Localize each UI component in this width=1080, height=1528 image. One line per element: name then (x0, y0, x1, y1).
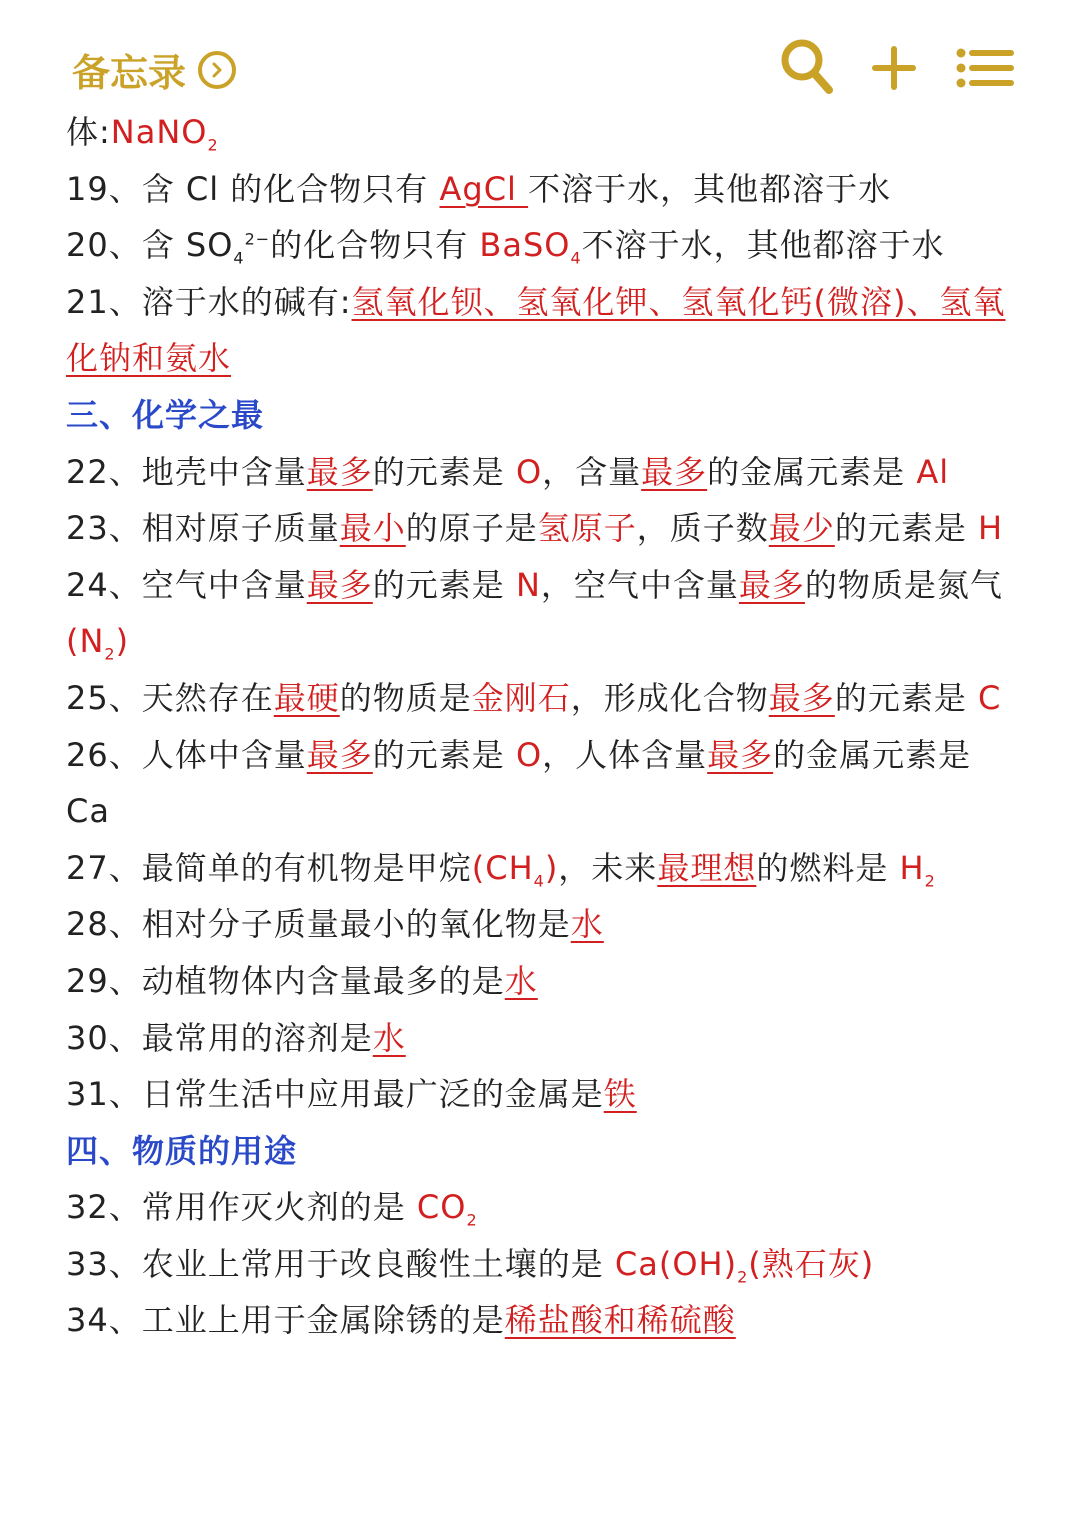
note-line-34 (66, 1292, 1016, 1349)
highlight (110, 113, 219, 155)
highlight-underline: 最多 (768, 678, 835, 717)
note-line-22 (66, 444, 1016, 501)
text: 19、含 Cl 的化合物只有 (66, 169, 440, 208)
text: 29、动植物体内含量最多的是 (66, 961, 505, 1000)
note-line-24 (66, 557, 1016, 670)
note-line-21 (66, 274, 1016, 387)
highlight-underline: 铁 (603, 1075, 637, 1114)
note-line-27 (66, 840, 1016, 897)
highlight-underline: 水 (372, 1018, 406, 1057)
formula: CO (416, 1188, 467, 1227)
text: 22、地壳中含量 (66, 452, 307, 491)
text: ，人体含量 (542, 735, 708, 774)
highlight-underline: 最多 (641, 452, 708, 491)
highlight (66, 622, 130, 664)
highlight-underline: 水 (570, 905, 604, 944)
text: 的燃料是 (756, 848, 900, 887)
formula: ) (115, 622, 130, 661)
text: 32、常用作灭火剂的是 (66, 1188, 417, 1227)
highlight (479, 226, 582, 268)
text: 的金属元素是 Ca (66, 735, 972, 831)
text: 20、含 SO (66, 226, 234, 265)
text: 的元素是 (834, 678, 978, 717)
formula: ) (544, 848, 559, 887)
text: 的物质是氮气 (804, 565, 1003, 604)
formula: (熟石灰) (748, 1244, 875, 1283)
text: 的原子是 (405, 509, 538, 548)
note-line-30 (66, 1010, 1016, 1067)
section-heading: 三、化学之最 (66, 395, 265, 434)
note-line-26 (66, 727, 1016, 840)
note-line-28 (66, 896, 1016, 953)
text: 的元素是 (834, 509, 978, 548)
text: 体: (66, 113, 111, 151)
formula: BaSO (479, 226, 571, 265)
highlight: O (515, 452, 543, 491)
formula: (CH (471, 848, 534, 887)
list-icon[interactable] (956, 48, 1014, 92)
chevron-right-circle-icon (198, 51, 236, 89)
text: 的物质是 (339, 678, 472, 717)
note-line-25 (66, 670, 1016, 727)
highlight: H (978, 509, 1004, 548)
highlight-underline: 最多 (738, 565, 805, 604)
note-body[interactable] (66, 104, 1016, 1349)
text: 34、工业上用于金属除锈的是 (66, 1301, 505, 1340)
highlight (899, 848, 936, 891)
formula: H (899, 848, 925, 887)
formula: NaNO (110, 113, 208, 151)
text: 24、空气中含量 (66, 565, 307, 604)
note-line-20 (66, 217, 1016, 274)
section-heading: 四、物质的用途 (66, 1131, 298, 1170)
highlight: 氢原子 (537, 509, 637, 548)
highlight-underline: 最多 (306, 565, 373, 604)
highlight (614, 1244, 875, 1287)
text: 30、最常用的溶剂是 (66, 1018, 373, 1057)
text: 31、日常生活中应用最广泛的金属是 (66, 1075, 604, 1114)
text: 27、最简单的有机物是甲烷 (66, 848, 472, 887)
text: 25、天然存在 (66, 678, 274, 717)
text: 的金属元素是 (707, 452, 917, 491)
formula: Ca(OH) (614, 1244, 738, 1283)
subscript: 2 (207, 135, 219, 155)
text: 的元素是 (372, 452, 516, 491)
text: ，空气中含量 (540, 565, 739, 604)
highlight-underline: AgCl (439, 169, 529, 208)
highlight-underline: 最硬 (273, 678, 340, 717)
search-icon[interactable] (780, 38, 834, 100)
highlight-underline: 最少 (768, 509, 835, 548)
subscript: 2 (104, 644, 116, 664)
highlight-underline: 最理想 (657, 848, 757, 887)
highlight: 金刚石 (471, 678, 571, 717)
subscript: 2 (466, 1210, 478, 1230)
note-line-nano2 (66, 104, 1016, 161)
text: 28、相对分子质量最小的氧化物是 (66, 905, 571, 944)
highlight-underline: 氢氧化钡、氢氧化钾、氢氧化钙(微溶)、氢氧化钠和氨水 (66, 282, 1006, 378)
note-line-19 (66, 161, 1016, 218)
navigation-bar (0, 0, 1080, 110)
text: 21、溶于水的碱有: (66, 282, 352, 321)
formula: (N (66, 622, 105, 661)
highlight: C (978, 678, 1002, 717)
highlight: O (515, 735, 543, 774)
subscript: 2 (924, 871, 936, 891)
plus-icon[interactable] (872, 46, 916, 94)
highlight (416, 1188, 478, 1230)
note-line-31 (66, 1066, 1016, 1123)
note-line-32 (66, 1179, 1016, 1236)
highlight-underline: 最多 (306, 452, 373, 491)
back-button[interactable] (72, 42, 236, 97)
note-line-33 (66, 1236, 1016, 1293)
text: 的化合物只有 (270, 226, 480, 265)
highlight: Al (916, 452, 950, 491)
text: 33、农业上常用于改良酸性土壤的是 (66, 1244, 615, 1283)
subscript: 4 (233, 248, 245, 268)
note-line-29 (66, 953, 1016, 1010)
text: 不溶于水，其他都溶于水 (528, 169, 892, 208)
text: 的元素是 (372, 735, 516, 774)
text: 23、相对原子质量 (66, 509, 340, 548)
highlight: N (515, 565, 541, 604)
subscript: 4 (533, 871, 545, 891)
text: ，形成化合物 (570, 678, 769, 717)
highlight (471, 848, 559, 891)
text: ，质子数 (636, 509, 769, 548)
subscript: 4 (570, 248, 582, 268)
text: 的元素是 (372, 565, 516, 604)
text: ，含量 (542, 452, 642, 491)
note-line-23 (66, 500, 1016, 557)
highlight-underline: 最小 (339, 509, 406, 548)
subscript: 2 (737, 1267, 749, 1287)
highlight-underline: 最多 (306, 735, 373, 774)
text: 不溶于水，其他都溶于水 (581, 226, 945, 265)
highlight-underline: 稀盐酸和稀硫酸 (504, 1301, 736, 1340)
nav-title: 备忘录 (72, 51, 187, 95)
highlight-underline: 水 (504, 961, 538, 1000)
text: ，未来 (558, 848, 658, 887)
highlight-underline: 最多 (707, 735, 774, 774)
superscript: 2− (244, 229, 271, 249)
text: 26、人体中含量 (66, 735, 307, 774)
